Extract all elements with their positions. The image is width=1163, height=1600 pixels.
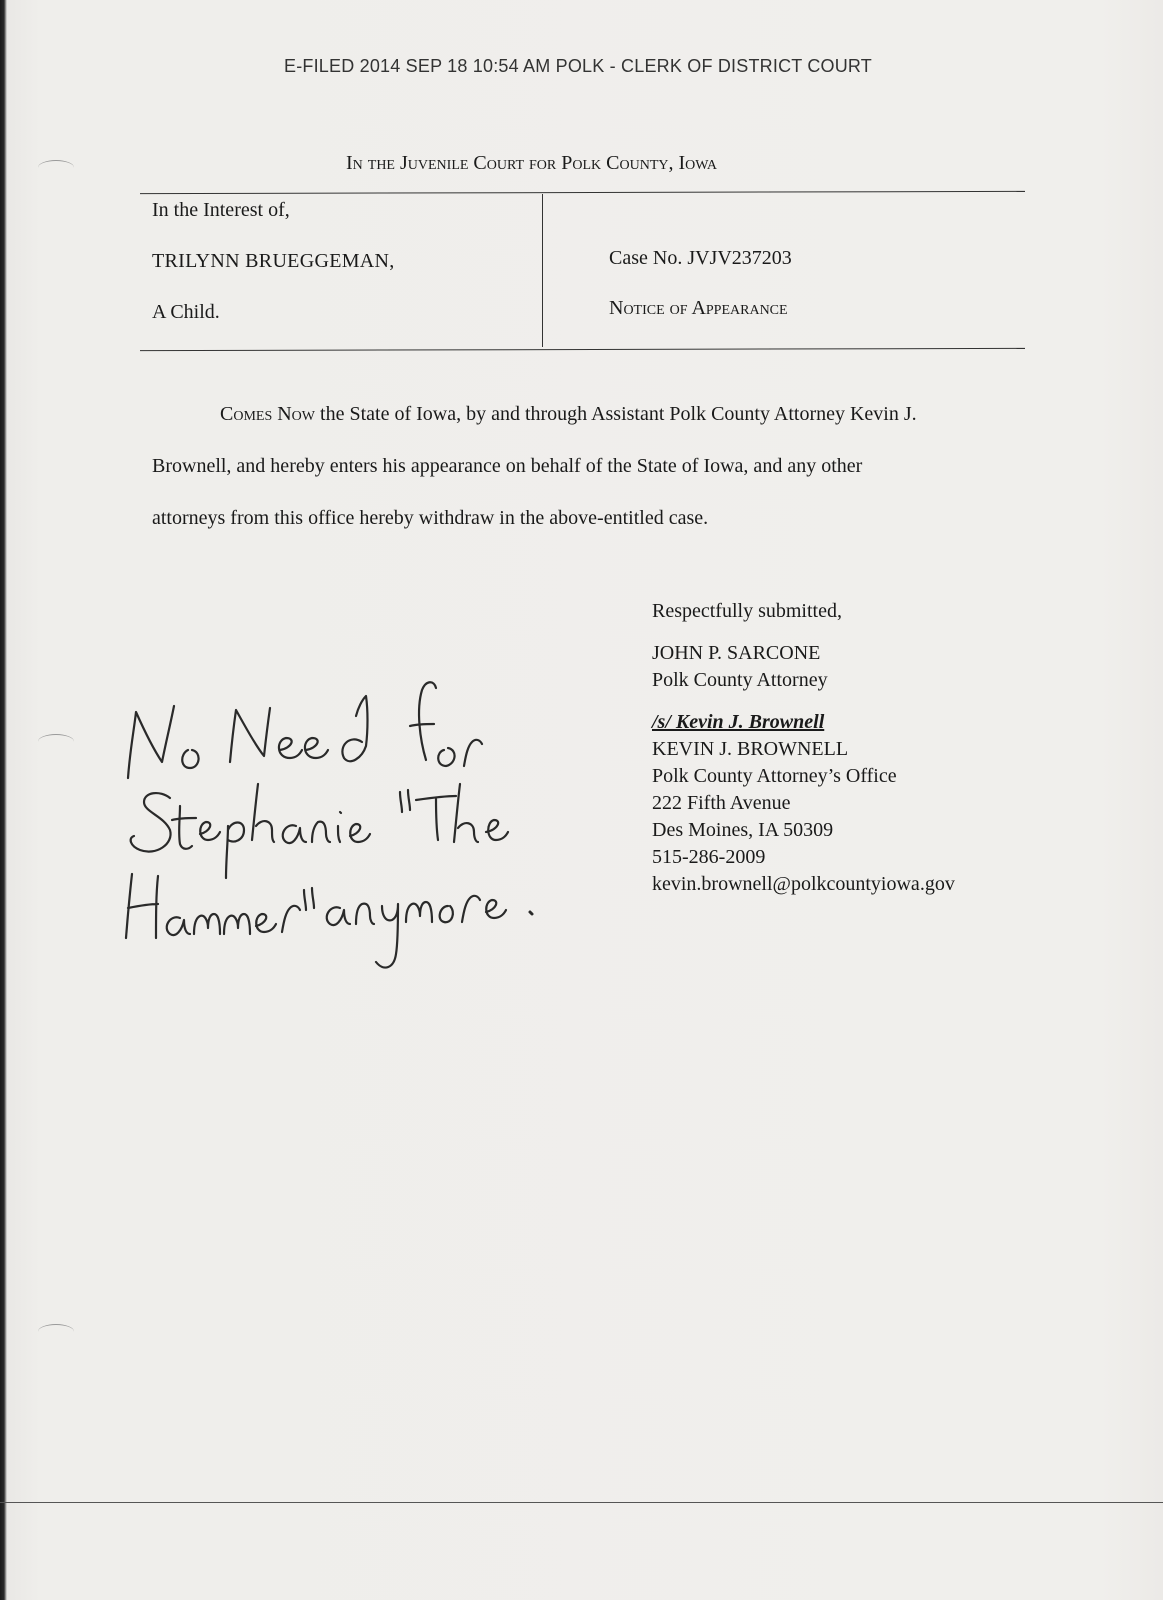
handwritten-note [100, 650, 580, 980]
attorney-phone: 515-286-2009 [652, 846, 766, 868]
court-title: In the Juvenile Court for Polk County, Iowa [346, 152, 718, 174]
case-number: Case No. JVJV237203 [609, 247, 792, 269]
caption-a-child: A Child. [152, 301, 220, 323]
county-attorney-name: JOHN P. SARCONE [652, 642, 821, 664]
attorney-city: Des Moines, IA 50309 [652, 819, 834, 841]
county-attorney-title: Polk County Attorney [652, 669, 828, 691]
body-line-1 [152, 388, 1032, 440]
document-title: Notice of Appearance [609, 297, 788, 319]
attorney-name: KEVIN J. BROWNELL [652, 738, 849, 760]
punch-hole-mark [38, 734, 74, 749]
caption-divider [542, 194, 543, 347]
attorney-street: 222 Fifth Avenue [652, 792, 791, 814]
attorney-email: kevin.brownell@polkcountyiowa.gov [652, 873, 955, 895]
electronic-signature: /s/ Kevin J. Brownell [652, 711, 825, 733]
efiled-stamp: E-FILED 2014 SEP 18 10:54 AM POLK - CLERK OF DISTRICT COURT [284, 56, 873, 76]
caption-child-name: TRILYNN BRUEGGEMAN, [152, 250, 395, 272]
body-line-2: Brownell, and hereby enters his appearance on behalf of the State of Iowa, and any other [152, 455, 863, 477]
signature-closing: Respectfully submitted, [652, 600, 842, 622]
caption-interest-of: In the Interest of, [152, 199, 290, 221]
page-bottom-edge [0, 1502, 1163, 1503]
body-lead: Comes Now [220, 403, 316, 425]
punch-hole-mark [38, 1324, 74, 1339]
attorney-office: Polk County Attorney’s Office [652, 765, 897, 787]
body-paragraph [152, 388, 1032, 544]
body-line-3: attorneys from this office hereby withdraw in the above-entitled case. [152, 507, 709, 529]
caption-bottom-rule [140, 348, 1025, 351]
caption-top-rule [140, 191, 1025, 194]
punch-hole-mark [38, 160, 74, 175]
body-line-1-text: the State of Iowa, by and through Assistant Polk County Attorney Kevin J. [315, 403, 917, 425]
